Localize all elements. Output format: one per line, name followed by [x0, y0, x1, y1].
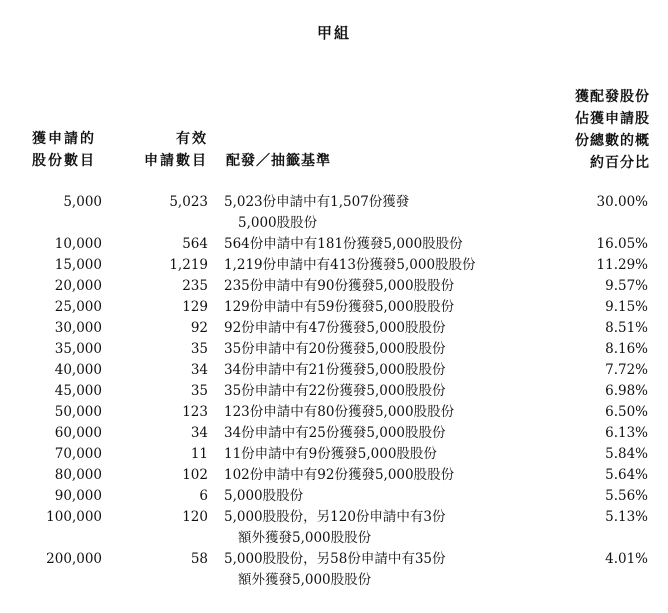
- allotment-basis-cell: [224, 549, 544, 591]
- table-row: [0, 486, 668, 507]
- shares-applied-cell: 25,000: [54, 299, 102, 315]
- percentage-cell: 5.56%: [605, 488, 648, 504]
- shares-applied-cell: 100,000: [46, 509, 102, 525]
- allotment-basis-cell: [224, 339, 544, 360]
- allotment-basis-cell: [224, 276, 544, 297]
- allotment-basis-cell: [224, 255, 544, 276]
- valid-applications-cell: 564: [182, 236, 208, 252]
- percentage-cell: 8.51%: [605, 320, 648, 336]
- basis-line: 5,000股股份，另58份申請中有35份: [224, 551, 446, 567]
- header-shares-applied: [32, 128, 96, 172]
- shares-applied-cell: 70,000: [54, 446, 102, 462]
- valid-applications-cell: 6: [199, 488, 208, 504]
- table-row: [0, 465, 668, 486]
- table-row: [0, 507, 668, 549]
- valid-applications-cell: 92: [190, 320, 208, 336]
- basis-line: 123份申請中有80份獲發5,000股股份: [224, 404, 455, 420]
- allotment-basis-cell: [224, 402, 544, 423]
- header-line: 有效: [176, 131, 208, 147]
- basis-line: 35份申請中有22份獲發5,000股股份: [224, 383, 446, 399]
- header-percentage: [540, 86, 650, 174]
- shares-applied-cell: 5,000: [63, 194, 102, 210]
- valid-applications-cell: 34: [190, 362, 208, 378]
- allotment-basis-cell: [224, 486, 544, 507]
- basis-line: 92份申請中有47份獲發5,000股股份: [224, 320, 446, 336]
- allotment-basis-cell: [224, 507, 544, 549]
- shares-applied-cell: 30,000: [54, 320, 102, 336]
- valid-applications-cell: 1,219: [169, 257, 208, 273]
- allotment-basis-cell: [224, 444, 544, 465]
- allotment-basis-cell: [224, 318, 544, 339]
- header-allotment-basis: 配發／抽籤基準: [226, 153, 331, 169]
- basis-line: 564份申請中有181份獲發5,000股股份: [224, 236, 463, 252]
- table-row: [0, 234, 668, 255]
- valid-applications-cell: 58: [190, 551, 208, 567]
- percentage-cell: 6.50%: [605, 404, 648, 420]
- basis-line: 235份申請中有90份獲發5,000股股份: [224, 278, 455, 294]
- valid-applications-cell: 120: [182, 509, 208, 525]
- group-title: 甲組: [316, 24, 351, 42]
- shares-applied-cell: 35,000: [54, 341, 102, 357]
- shares-applied-cell: 40,000: [54, 362, 102, 378]
- percentage-cell: 7.72%: [605, 362, 648, 378]
- table-row: [0, 276, 668, 297]
- table-row: [0, 360, 668, 381]
- table-row: [0, 339, 668, 360]
- table-row: [0, 549, 668, 591]
- percentage-cell: 16.05%: [596, 236, 648, 252]
- header-line: 獲配發股份: [575, 89, 650, 105]
- shares-applied-cell: 15,000: [54, 257, 102, 273]
- valid-applications-cell: 11: [190, 446, 208, 462]
- header-line: 獲申請的: [32, 131, 96, 147]
- table-row: [0, 444, 668, 465]
- shares-applied-cell: 200,000: [46, 551, 102, 567]
- valid-applications-cell: 235: [182, 278, 208, 294]
- basis-line: 額外獲發5,000股股份: [238, 572, 372, 588]
- header-line: 佔獲申請股: [575, 111, 650, 127]
- basis-line: 11份申請中有9份獲發5,000股股份: [224, 446, 437, 462]
- basis-line: 5,000股股份: [238, 215, 318, 231]
- valid-applications-cell: 35: [190, 341, 208, 357]
- allotment-basis-cell: [224, 465, 544, 486]
- basis-line: 129份申請中有59份獲發5,000股股份: [224, 299, 455, 315]
- percentage-cell: 6.13%: [605, 425, 648, 441]
- basis-line: 5,000股股份: [224, 488, 304, 504]
- basis-line: 35份申請中有20份獲發5,000股股份: [224, 341, 446, 357]
- shares-applied-cell: 50,000: [54, 404, 102, 420]
- shares-applied-cell: 45,000: [54, 383, 102, 399]
- allotment-basis-cell: [224, 234, 544, 255]
- allotment-basis-cell: [224, 423, 544, 444]
- valid-applications-cell: 35: [190, 383, 208, 399]
- allotment-basis-cell: [224, 297, 544, 318]
- allotment-table-body: [0, 192, 668, 591]
- basis-line: 1,219份申請中有413份獲發5,000股股份: [224, 257, 476, 273]
- basis-line: 34份申請中有25份獲發5,000股股份: [224, 425, 446, 441]
- basis-line: 5,023份申請中有1,507份獲發: [224, 194, 410, 210]
- table-row: [0, 423, 668, 444]
- valid-applications-cell: 34: [190, 425, 208, 441]
- header-line: 股份數目: [32, 153, 96, 169]
- table-row: [0, 381, 668, 402]
- percentage-cell: 4.01%: [605, 551, 648, 567]
- table-row: [0, 192, 668, 234]
- shares-applied-cell: 60,000: [54, 425, 102, 441]
- percentage-cell: 5.13%: [605, 509, 648, 525]
- header-line: 份總數的概: [575, 133, 650, 149]
- percentage-cell: 5.84%: [605, 446, 648, 462]
- basis-line: 額外獲發5,000股股份: [238, 530, 372, 546]
- shares-applied-cell: 10,000: [54, 236, 102, 252]
- valid-applications-cell: 102: [182, 467, 208, 483]
- percentage-cell: 5.64%: [605, 467, 648, 483]
- percentage-cell: 6.98%: [605, 383, 648, 399]
- percentage-cell: 9.15%: [605, 299, 648, 315]
- header-line: 約百分比: [590, 155, 650, 171]
- percentage-cell: 30.00%: [596, 194, 648, 210]
- percentage-cell: 11.29%: [596, 257, 648, 273]
- valid-applications-cell: 123: [182, 404, 208, 420]
- allotment-basis-cell: [224, 192, 544, 234]
- valid-applications-cell: 5,023: [169, 194, 208, 210]
- allotment-basis-cell: [224, 381, 544, 402]
- header-valid-applications: [136, 128, 208, 172]
- allotment-basis-cell: [224, 360, 544, 381]
- table-row: [0, 255, 668, 276]
- valid-applications-cell: 129: [182, 299, 208, 315]
- percentage-cell: 9.57%: [605, 278, 648, 294]
- header-line: 申請數目: [144, 153, 208, 169]
- shares-applied-cell: 90,000: [54, 488, 102, 504]
- basis-line: 102份申請中有92份獲發5,000股股份: [224, 467, 455, 483]
- table-row: [0, 402, 668, 423]
- shares-applied-cell: 20,000: [54, 278, 102, 294]
- basis-line: 34份申請中有21份獲發5,000股股份: [224, 362, 446, 378]
- table-row: [0, 318, 668, 339]
- percentage-cell: 8.16%: [605, 341, 648, 357]
- table-row: [0, 297, 668, 318]
- shares-applied-cell: 80,000: [54, 467, 102, 483]
- basis-line: 5,000股股份，另120份申請中有3份: [224, 509, 446, 525]
